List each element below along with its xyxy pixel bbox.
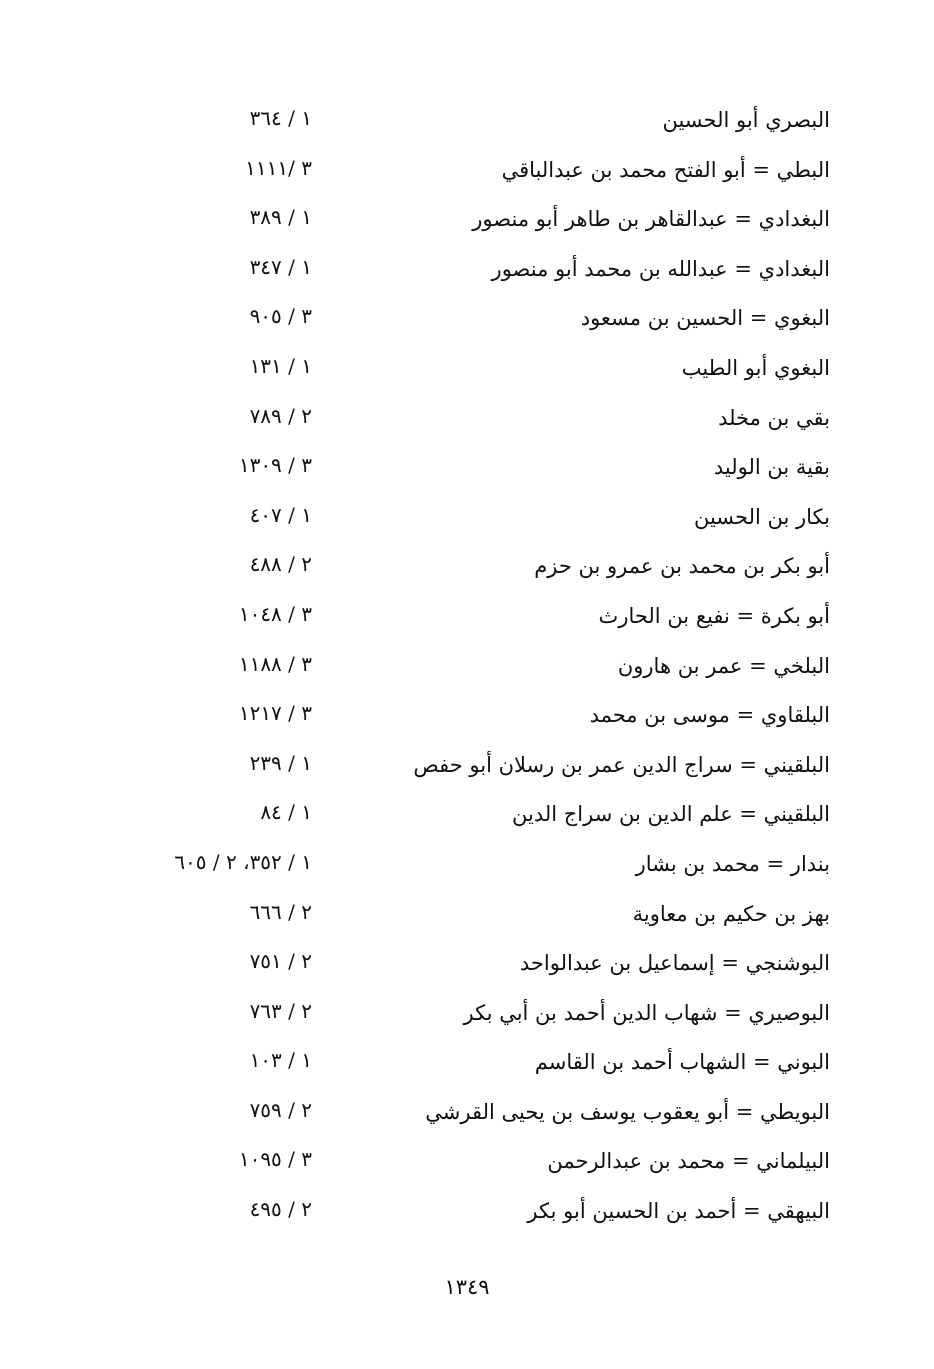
- index-entry: [0, 199, 934, 249]
- entry-page-reference: ١ / ٨٤: [260, 800, 312, 825]
- entry-page-reference: ١ / ١٣١: [249, 353, 312, 378]
- entry-name: البغوي = الحسين بن مسعود: [580, 306, 830, 331]
- entry-name: أبو بكرة = نفيع بن الحارث: [598, 603, 830, 628]
- index-entry: [0, 695, 934, 745]
- index-entry: [0, 298, 934, 348]
- entry-name: أبو بكر بن محمد بن عمرو بن حزم: [534, 554, 830, 579]
- entry-name: البلقاوي = موسى بن محمد: [589, 703, 830, 728]
- entry-page-reference: ٣ / ١٠٤٨: [238, 601, 312, 626]
- entry-page-reference: ٢ / ٤٩٥: [249, 1197, 312, 1222]
- index-entry: [0, 1092, 934, 1142]
- index-entry: [0, 1042, 934, 1092]
- entry-name: بكار بن الحسين: [693, 504, 830, 529]
- entry-name: البغدادي = عبدالقاهر بن طاهر أبو منصور: [472, 207, 830, 232]
- entry-page-reference: ١ / ٤٠٧: [249, 502, 312, 527]
- index-entry: [0, 150, 934, 200]
- index-entry: [0, 447, 934, 497]
- entry-page-reference: ٢ / ٤٨٨: [249, 552, 312, 577]
- entry-name: بقية بن الوليد: [713, 455, 830, 480]
- entry-name: البيلماني = محمد بن عبدالرحمن: [547, 1149, 830, 1174]
- entry-page-reference: ٣ /١١١١: [245, 155, 312, 180]
- entry-page-reference: ٣ / ١١٨٨: [238, 651, 312, 676]
- index-entry: [0, 646, 934, 696]
- index-entry: [0, 596, 934, 646]
- entry-page-reference: ٢ / ٧٨٩: [249, 403, 312, 428]
- index-entry: [0, 844, 934, 894]
- entry-name: بقي بن مخلد: [718, 405, 830, 430]
- entry-page-reference: ١ / ٣٨٩: [249, 205, 312, 230]
- entry-name: البصري أبو الحسين: [662, 108, 830, 132]
- entry-name: البغدادي = عبدالله بن محمد أبو منصور: [491, 256, 830, 281]
- entry-page-reference: ٣ / ١٣٠٩: [238, 453, 312, 478]
- entry-page-reference: ١ / ٣٦٤: [249, 106, 312, 130]
- entry-page-reference: ١ / ٣٥٢، ٢ / ٦٠٥: [174, 849, 312, 874]
- index-entry: [0, 993, 934, 1043]
- entry-page-reference: ١ / ١٠٣: [249, 1048, 312, 1073]
- entry-name: بندار = محمد بن بشار: [635, 851, 830, 876]
- entry-name: البوصيري = شهاب الدين أحمد بن أبي بكر: [463, 1000, 830, 1025]
- entry-name: البغوي أبو الطيب: [681, 355, 830, 380]
- index-entry: [0, 348, 934, 398]
- entry-name: البيهقي = أحمد بن الحسين أبو بكر: [527, 1199, 830, 1224]
- entry-name: البطي = أبو الفتح محمد بن عبدالباقي: [501, 157, 830, 182]
- entry-page-reference: ٢ / ٦٦٦: [249, 899, 312, 924]
- index-entry: [0, 745, 934, 795]
- name-index-list: [0, 100, 934, 1241]
- page-number: ١٣٤٩: [444, 1275, 490, 1299]
- entry-page-reference: ٣ / ٩٠٥: [249, 304, 312, 329]
- index-entry: [0, 249, 934, 299]
- entry-name: البوني = الشهاب أحمد بن القاسم: [534, 1050, 830, 1075]
- index-entry: [0, 497, 934, 547]
- index-entry: [0, 546, 934, 596]
- index-entry: [0, 100, 934, 150]
- index-entry: [0, 1141, 934, 1191]
- entry-name: البلخي = عمر بن هارون: [617, 653, 830, 678]
- entry-page-reference: ٣ / ١٠٩٥: [238, 1147, 312, 1172]
- index-entry: [0, 1191, 934, 1241]
- entry-page-reference: ٢ / ٧٥٩: [249, 1097, 312, 1122]
- entry-page-reference: ٣ / ١٢١٧: [238, 701, 312, 726]
- entry-name: البلقيني = علم الدين بن سراج الدين: [511, 802, 830, 827]
- entry-page-reference: ٢ / ٧٦٣: [249, 998, 312, 1023]
- entry-page-reference: ١ / ٢٣٩: [249, 750, 312, 775]
- index-entry: [0, 943, 934, 993]
- entry-name: البويطي = أبو يعقوب يوسف بن يحيى القرشي: [425, 1099, 830, 1124]
- entry-name: بهز بن حكيم بن معاوية: [632, 901, 830, 926]
- entry-page-reference: ٢ / ٧٥١: [249, 949, 312, 974]
- index-entry: [0, 398, 934, 448]
- index-entry: [0, 894, 934, 944]
- entry-name: البوشنجي = إسماعيل بن عبدالواحد: [519, 951, 830, 976]
- entry-page-reference: ١ / ٣٤٧: [249, 254, 312, 279]
- index-entry: [0, 794, 934, 844]
- entry-name: البلقيني = سراج الدين عمر بن رسلان أبو حفص: [413, 752, 830, 777]
